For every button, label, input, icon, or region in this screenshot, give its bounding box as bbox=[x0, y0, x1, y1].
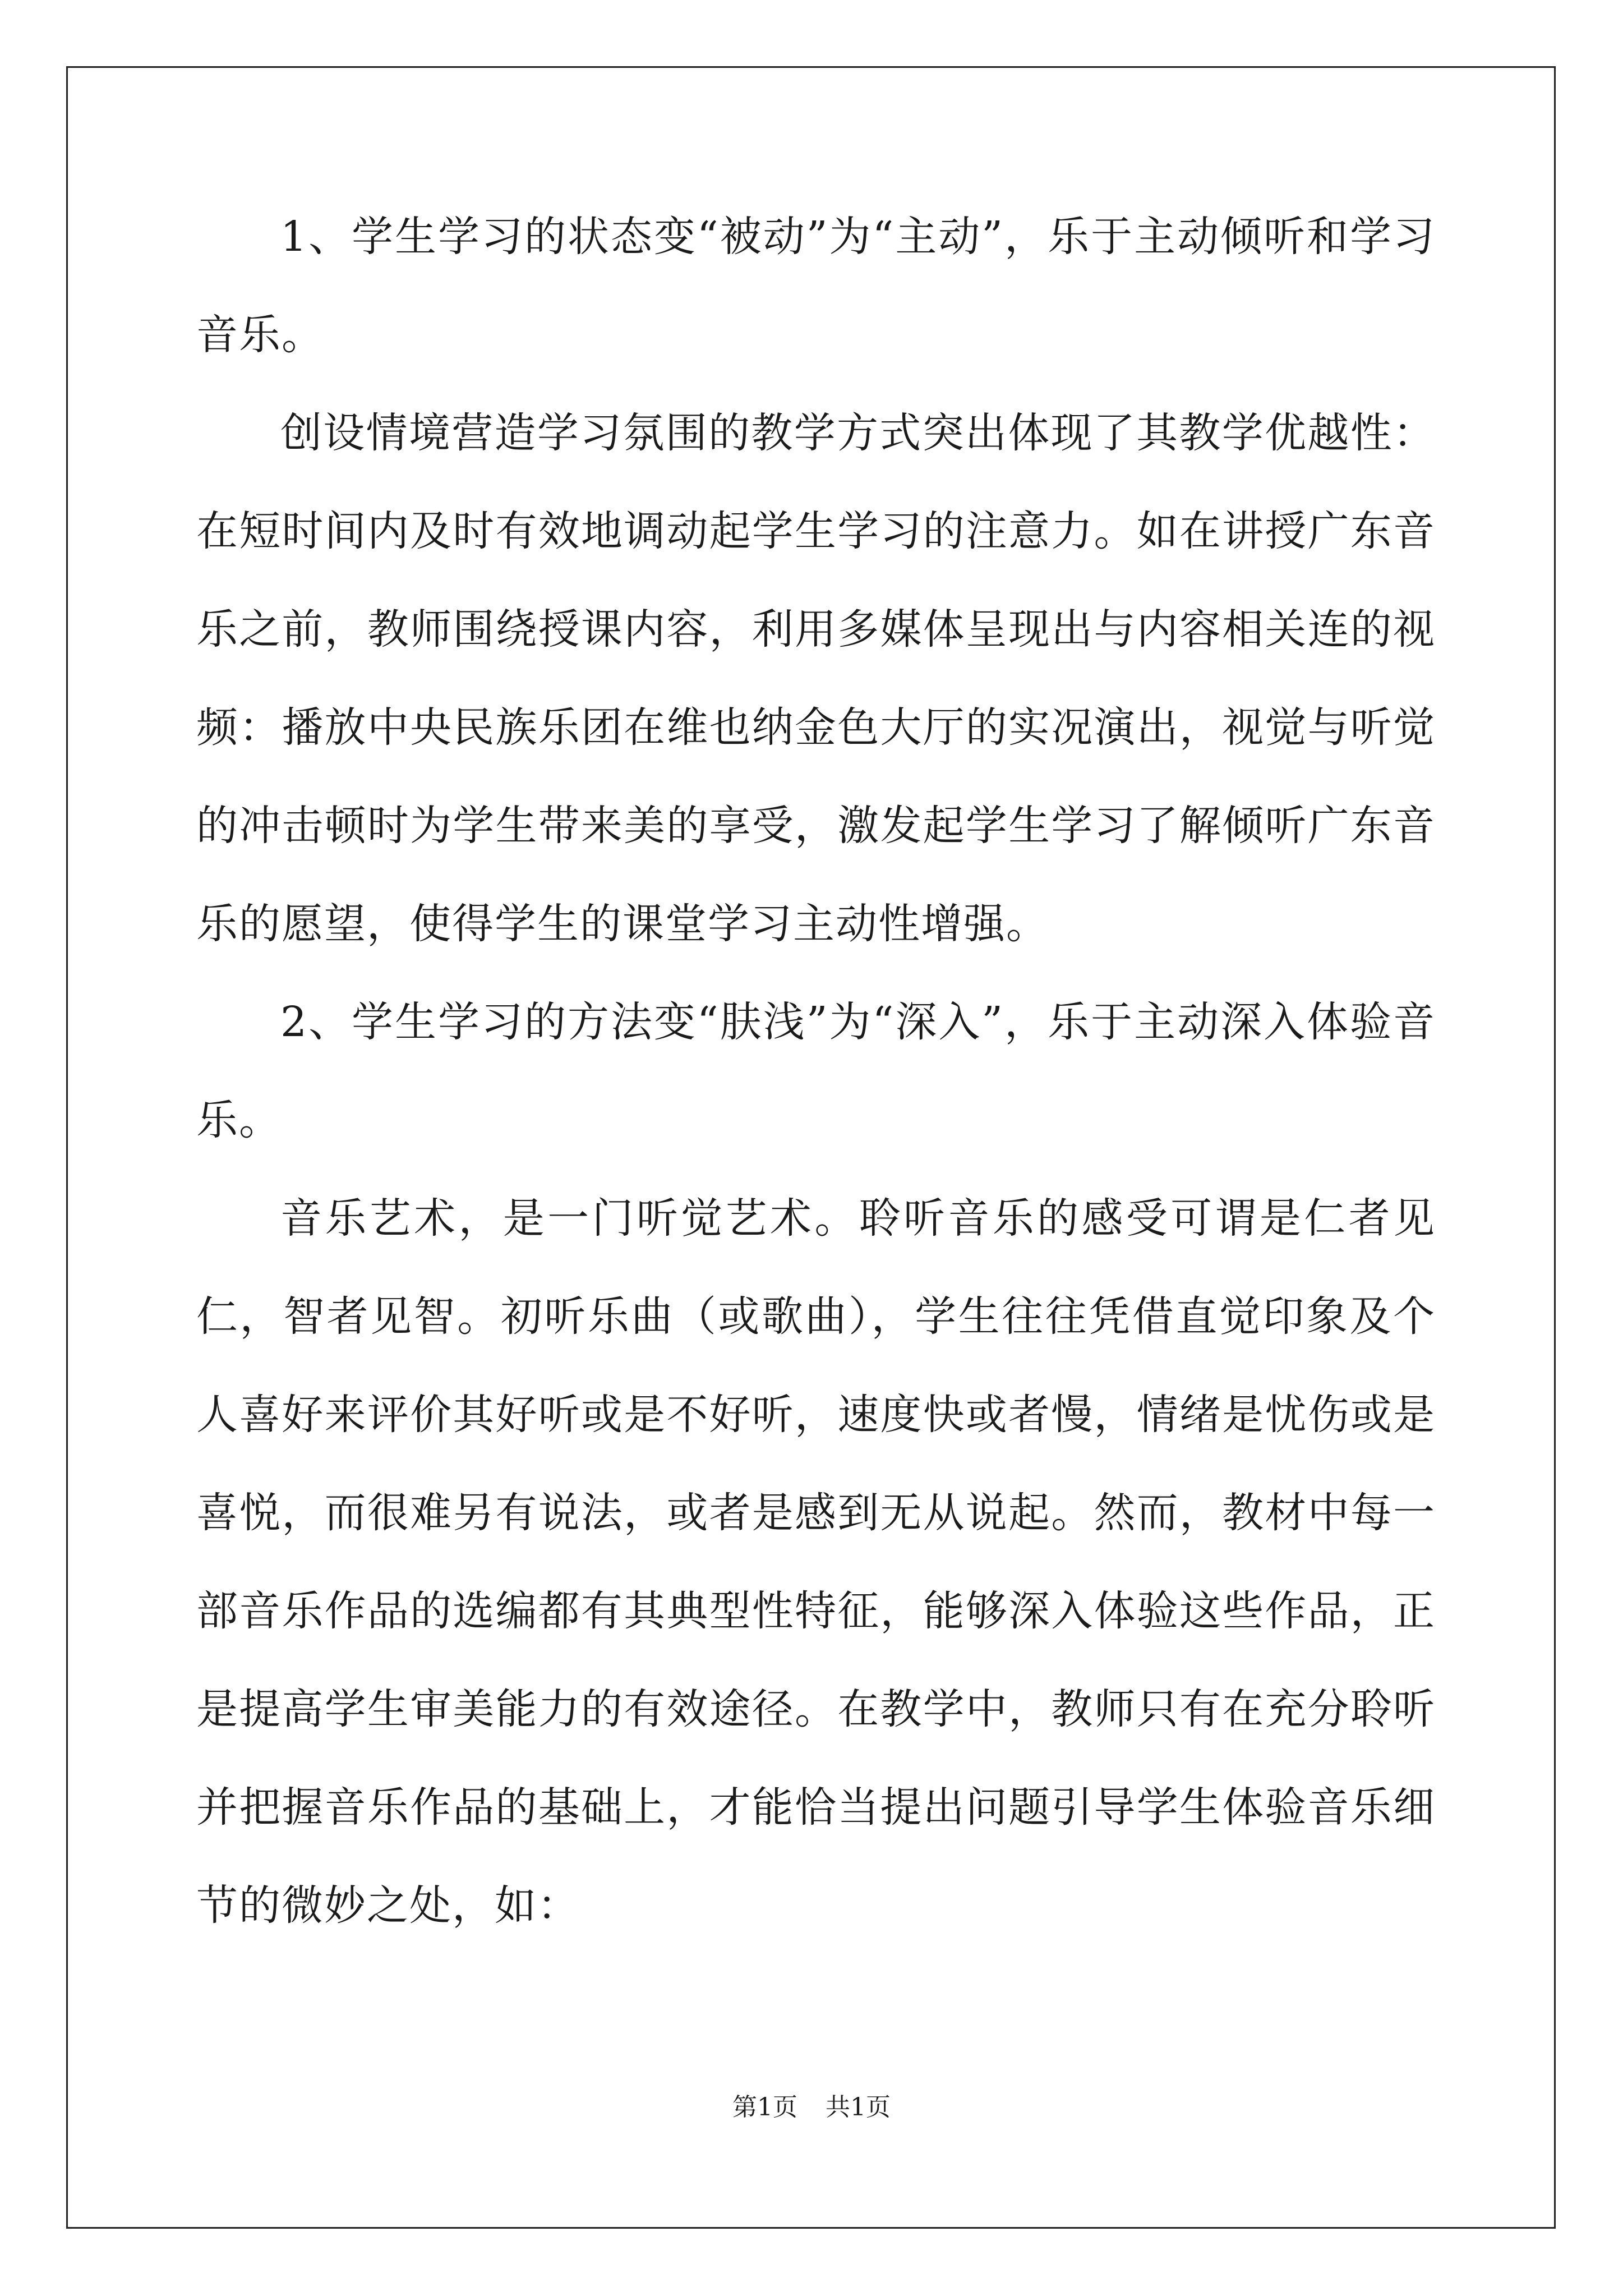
paragraph-1: 1、学生学习的状态变“被动”为“主动”，乐于主动倾听和学习音乐。 bbox=[196, 213, 1436, 359]
paragraph-3: 2、学生学习的方法变“肤浅”为“深入”，乐于主动深入体验音乐。 bbox=[196, 998, 1436, 1144]
paragraph-2: 创设情境营造学习氛围的教学方式突出体现了其教学优越性：在短时间内及时有效地调动起学生学习的注意力。如在讲授广东音乐之前，教师围绕授课内容，利用多媒体呈现出与内容相关连的视频：播放中央民族乐团在维也纳金色大厅的实况演出，视觉与听觉的冲击顿时为学生带来美的享受，激发起学生学习了解倾听广东音乐的愿望，使得学生的课堂学习主动性增强。 bbox=[196, 409, 1436, 948]
page-footer bbox=[0, 2087, 1623, 2123]
paragraph-4: 音乐艺术，是一门听觉艺术。聆听音乐的感受可谓是仁者见仁，智者见智。初听乐曲（或歌曲），学生往往凭借直觉印象及个人喜好来评价其好听或是不好听，速度快或者慢，情绪是忧伤或是喜悦，而很难另有说法，或者是感到无从说起。然而，教材中每一部音乐作品的选编都有其典型性特征，能够深入体验这些作品，正是提高学生审美能力的有效途径。在教学中，教师只有在充分聆听并把握音乐作品的基础上，才能恰当提出问题引导学生体验音乐细节的微妙之处，如： bbox=[196, 1194, 1436, 1930]
document-body bbox=[196, 188, 1436, 1955]
page-number-current: 第1页 bbox=[732, 2093, 797, 2122]
page-number-total: 共1页 bbox=[826, 2093, 891, 2122]
